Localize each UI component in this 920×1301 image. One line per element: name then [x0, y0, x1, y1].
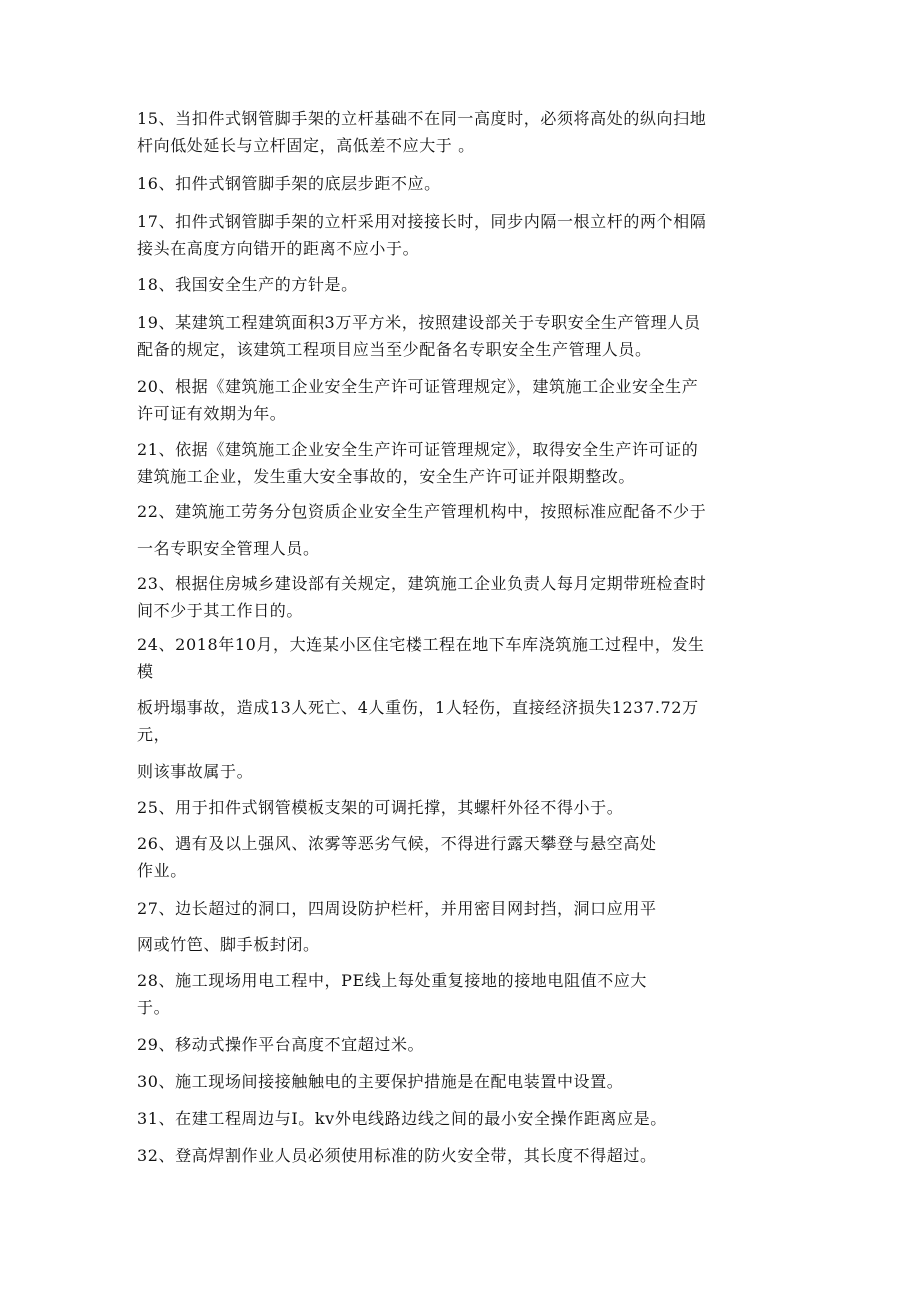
question-15-line-1: 15、当扣件式钢管脚手架的立杆基础不在同一高度时，必须将高处的纵向扫地: [137, 109, 707, 128]
question-23-line-1: 23、根据住房城乡建设部有关规定，建筑施工企业负责人每月定期带班检查时: [137, 574, 707, 593]
question-21-line-1: 21、依据《建筑施工企业安全生产许可证管理规定》，取得安全生产许可证的: [137, 440, 699, 459]
question-30-line-1: 30、施工现场间接接触触电的主要保护措施是在配电装置中设置。: [137, 1072, 624, 1091]
question-32-line-1: 32、登高焊割作业人员必须使用标准的防火安全带，其长度不得超过。: [137, 1146, 657, 1165]
question-24-line-5: 则该事故属于。: [137, 762, 254, 781]
question-16-line-1: 16、扣件式钢管脚手架的底层步距不应。: [137, 174, 441, 193]
question-15-line-2: 杆向低处延长与立杆固定，高低差不应大于 。: [137, 136, 475, 155]
question-24-line-3: 板坍塌事故，造成13人死亡、4人重伤，1人轻伤，直接经济损失1237.72万: [137, 698, 699, 717]
question-18-line-1: 18、我国安全生产的方针是。: [137, 275, 358, 294]
question-23-line-2: 间不少于其工作日的。: [137, 601, 304, 620]
question-24-line-4: 元，: [137, 725, 171, 744]
question-17-line-2: 接头在高度方向错开的距离不应小于。: [137, 239, 420, 258]
question-20-line-2: 许可证有效期为年。: [137, 404, 287, 423]
question-21-line-2: 建筑施工企业，发生重大安全事故的，安全生产许可证并限期整改。: [137, 467, 636, 486]
question-28-line-1: 28、施工现场用电工程中，PE线上每处重复接地的接地电阻值不应大: [137, 971, 648, 990]
question-19-line-1: 19、某建筑工程建筑面积3万平方米，按照建设部关于专职安全生产管理人员: [137, 313, 701, 332]
question-31-line-1: 31、在建工程周边与I。kv外电线路边线之间的最小安全操作距离应是。: [137, 1109, 667, 1128]
question-26-line-1: 26、遇有及以上强风、浓雾等恶劣气候，不得进行露天攀登与悬空高处: [137, 834, 657, 853]
question-22-line-2: 一名专职安全管理人员。: [137, 539, 320, 558]
question-29-line-1: 29、移动式操作平台高度不宜超过米。: [137, 1035, 425, 1054]
question-28-line-2: 于。: [137, 998, 171, 1017]
question-19-line-2: 配备的规定，该建筑工程项目应当至少配备名专职安全生产管理人员。: [137, 340, 652, 359]
question-24-line-2: 模: [137, 662, 154, 681]
question-20-line-1: 20、根据《建筑施工企业安全生产许可证管理规定》，建筑施工企业安全生产: [137, 377, 699, 396]
question-24-line-1: 24、2018年10月，大连某小区住宅楼工程在地下车库浇筑施工过程中，发生: [137, 635, 705, 654]
question-25-line-1: 25、用于扣件式钢管模板支架的可调托撑，其螺杆外径不得小于。: [137, 798, 624, 817]
question-17-line-1: 17、扣件式钢管脚手架的立杆采用对接接长时，同步内隔一根立杆的两个相隔: [137, 212, 707, 231]
question-27-line-2: 网或竹笆、脚手板封闭。: [137, 935, 320, 954]
question-26-line-2: 作业。: [137, 861, 187, 880]
question-22-line-1: 22、建筑施工劳务分包资质企业安全生产管理机构中，按照标准应配备不少于: [137, 502, 707, 521]
question-27-line-1: 27、边长超过的洞口，四周设防护栏杆，并用密目网封挡，洞口应用平: [137, 899, 657, 918]
